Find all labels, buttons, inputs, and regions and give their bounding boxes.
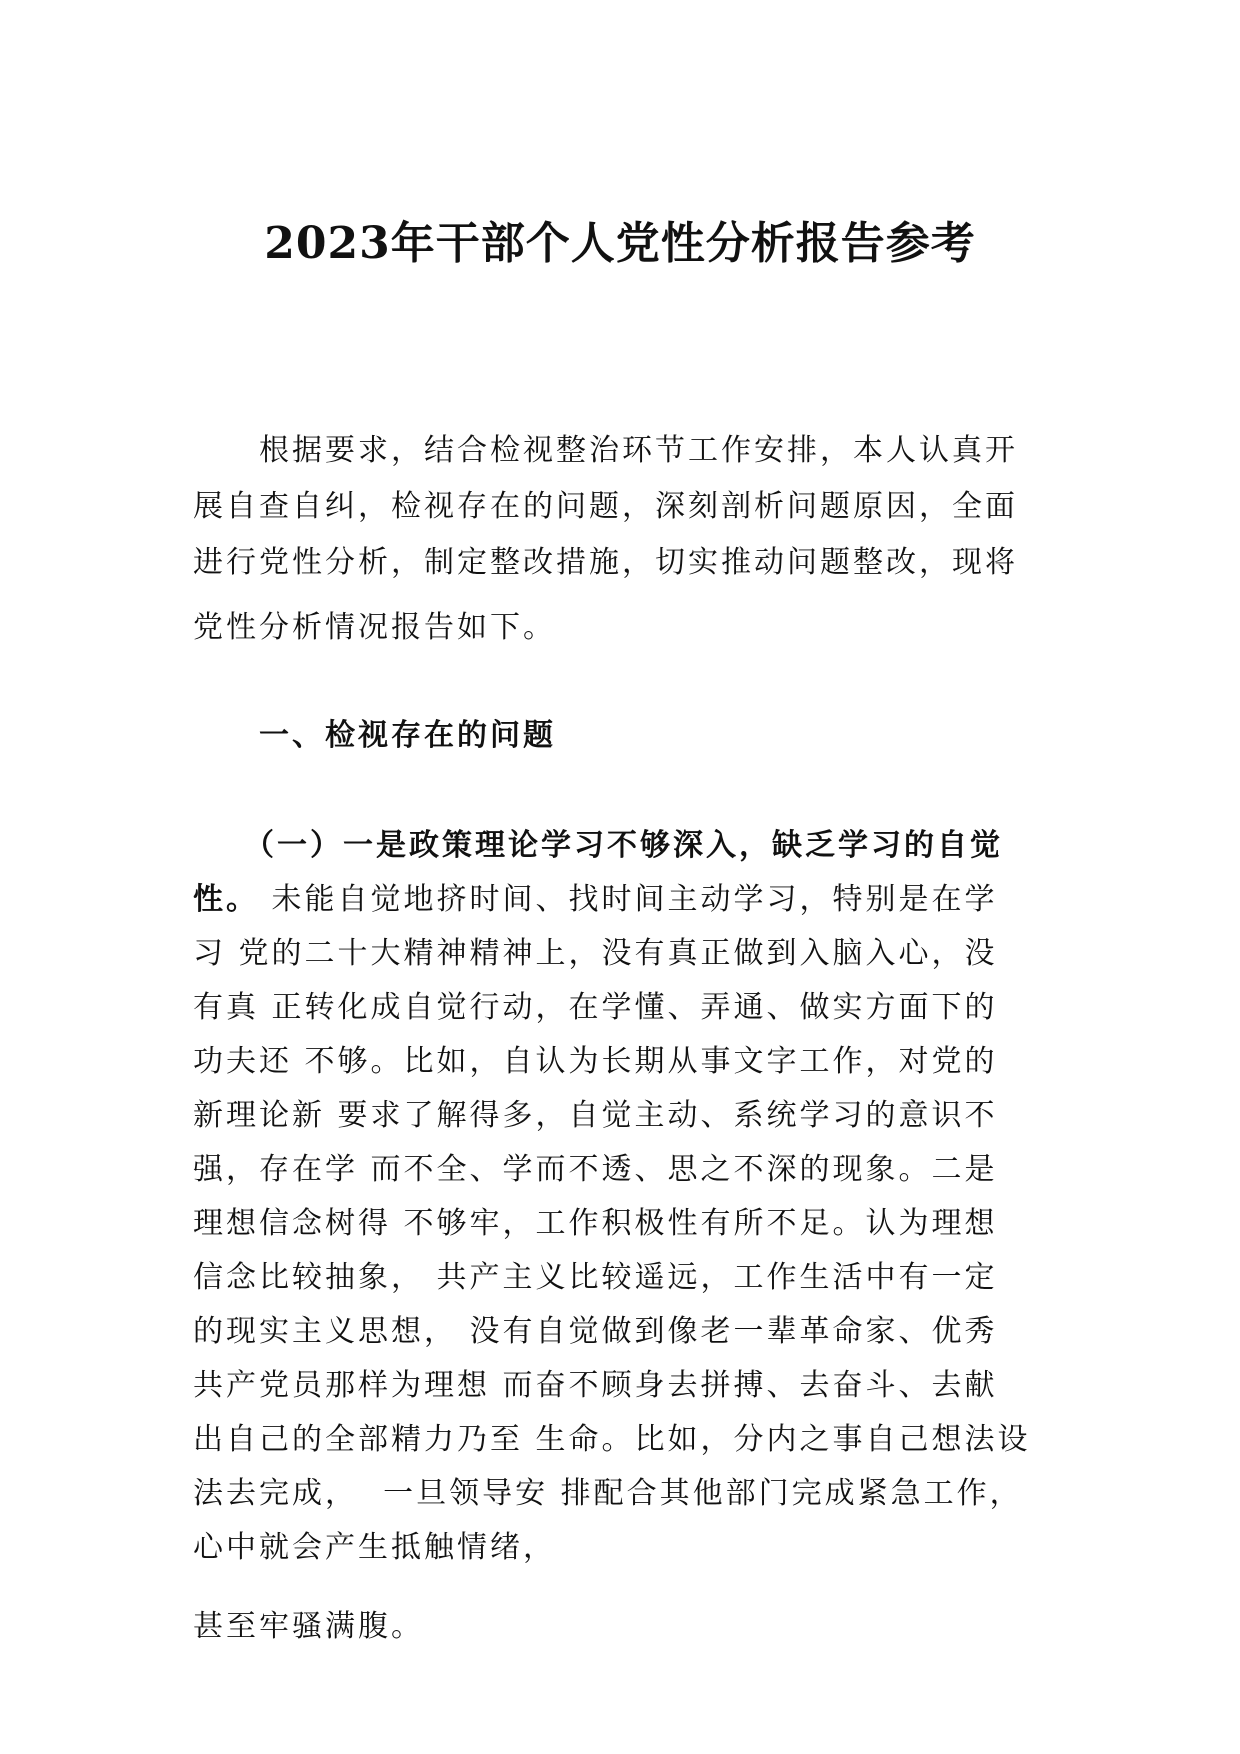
body-line: 的现实主义思想， 没有自觉做到像老一辈革命家、优秀 [193,1314,998,1349]
final-line: 甚至牢骚满腹。 [193,1609,424,1644]
body-line: 出自己的全部精力乃至 生命。比如，分内之事自己想法设 [193,1422,1031,1457]
subsection-heading-end: 性。 [193,882,259,917]
body-line-first [193,880,998,920]
body-line: 新理论新 要求了解得多，自觉主动、系统学习的意识不 [193,1098,998,1133]
intro-line: 根据要求，结合检视整治环节工作安排，本人认真开 [193,433,1018,468]
body-line: 心中就会产生抵触情绪， [193,1530,556,1565]
body-line: 功夫还 不够。比如，自认为长期从事文字工作，对党的 [193,1044,998,1079]
body-line: 法去完成， 一旦领导安 排配合其他部门完成紧急工作， [193,1476,1023,1511]
intro-line: 展自查自纠，检视存在的问题，深刻剖析问题原因，全面 [193,489,1018,524]
body-line: 理想信念树得 不够牢，工作积极性有所不足。认为理想 [193,1206,998,1241]
intro-line: 党性分析情况报告如下。 [193,610,556,645]
document-title: 2023年干部个人党性分析报告参考 [264,218,976,269]
intro-line: 进行党性分析，制定整改措施，切实推动问题整改，现将 [193,545,1018,580]
section-heading: 一、检视存在的问题 [193,718,556,753]
body-line: 习 党的二十大精神精神上，没有真正做到入脑入心，没 [193,936,998,971]
body-line: 强，存在学 而不全、学而不透、思之不深的现象。二是 [193,1152,998,1187]
body-line: 有真 正转化成自觉行动，在学懂、弄通、做实方面下的 [193,990,998,1025]
body-line: 信念比较抽象， 共产主义比较遥远，工作生活中有一定 [193,1260,998,1295]
subsection-heading: （一）一是政策理论学习不够深入，缺乏学习的自觉 [193,828,1003,863]
body-line: 共产党员那样为理想 而奋不顾身去拼搏、去奋斗、去献 [193,1368,998,1403]
body-text: 未能自觉地挤时间、找时间主动学习，特别是在学 [259,882,998,917]
